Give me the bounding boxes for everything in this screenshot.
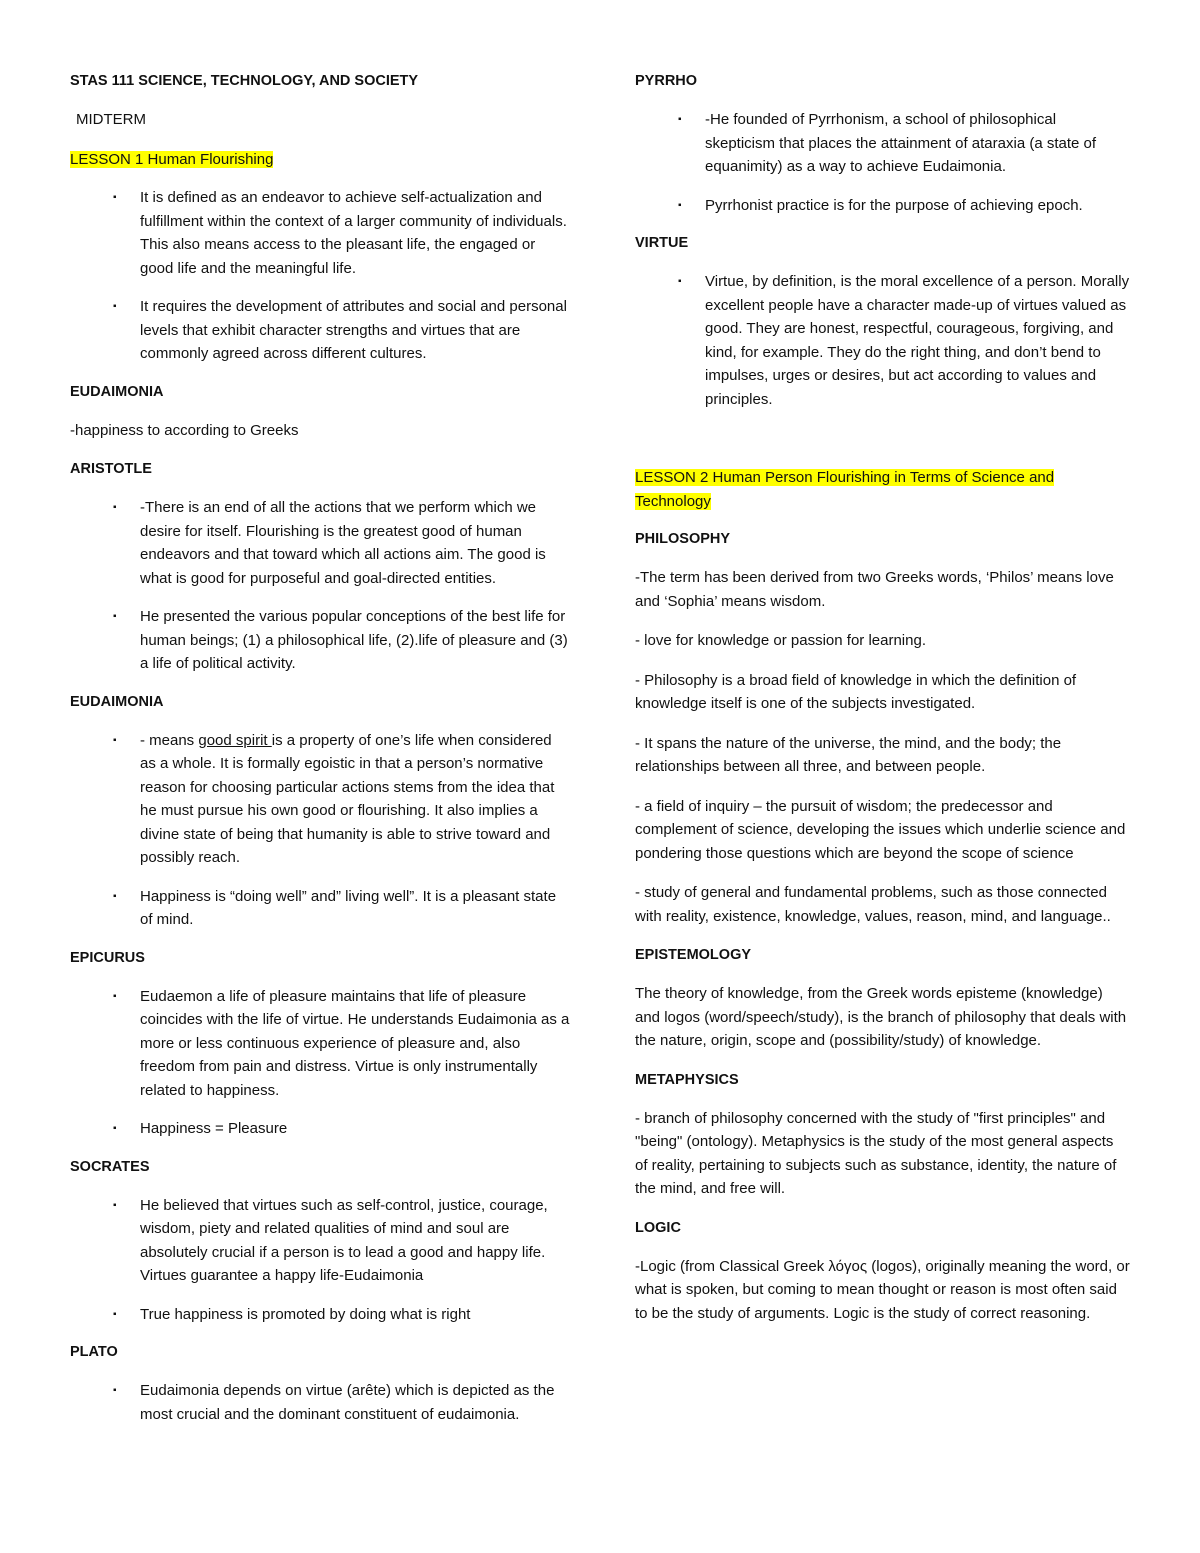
philosophy-paragraph: - study of general and fundamental problems, such as those connected with reality, existence, knowledge, values, reason, mind, and language.. <box>635 884 1111 925</box>
pyrrho-heading: PYRRHO <box>635 73 698 89</box>
bullet-icon: ▪ <box>113 1308 117 1320</box>
list-item: ▪ -He founded of Pyrrhonism, a school of philosophical skepticism that places the attainment of ataraxia (a state of equanimity) as a way to achieve Eudaimonia. <box>635 108 1130 179</box>
lesson1-title: LESSON 1 Human Flourishing <box>70 150 274 168</box>
list-item: ▪ He presented the various popular conceptions of the best life for human beings; (1) a philosophical life, (2).life of pleasure and (3) a life of political activity. <box>70 605 570 676</box>
left-column <box>70 70 570 1441</box>
course-title: STAS 111 SCIENCE, TECHNOLOGY, AND SOCIETY <box>70 73 419 89</box>
epicurus-heading: EPICURUS <box>70 949 145 966</box>
bullet-icon: ▪ <box>113 611 117 622</box>
philosophy-paragraph: - It spans the nature of the universe, the mind, and the body; the relationships between all three, and between people. <box>635 734 1062 775</box>
bullet-icon: ▪ <box>113 1123 117 1134</box>
pyrrho-list <box>635 108 1130 217</box>
philosophy-paragraph: - love for knowledge or passion for learning. <box>635 632 926 649</box>
epistemology-text: The theory of knowledge, from the Greek words episteme (knowledge) and logos (word/speech/study), is the branch of philosophy that deals with the nature, origin, scope and (possibility/study) of knowledge. <box>635 985 1127 1049</box>
midterm-label: MIDTERM <box>76 111 146 128</box>
bullet-icon: ▪ <box>113 1199 117 1211</box>
epistemology-heading: EPISTEMOLOGY <box>635 947 752 963</box>
philosophy-paragraph: -The term has been derived from two Greeks words, ‘Philos’ means love and ‘Sophia’ means wisdom. <box>635 569 1114 610</box>
eudaimonia-definition: -happiness to according to Greeks <box>70 421 299 439</box>
plato-heading: PLATO <box>70 1344 118 1360</box>
eudaimonia-heading: EUDAIMONIA <box>70 383 164 400</box>
plato-list <box>70 1379 570 1426</box>
bullet-icon: ▪ <box>113 192 117 203</box>
bullet-icon: ▪ <box>113 890 117 902</box>
metaphysics-heading: METAPHYSICS <box>635 1071 739 1088</box>
list-item: ▪ - means good spirit is a property of one’s life when considered as a whole. It is formally egoistic in that a person’s normative reason for choosing particular actions stems from the idea that he must pursue his own good or flourishing. It also implies a divine state of being that humanity is able to strive toward and possibly reach. <box>70 729 570 870</box>
eudaimonia-list <box>70 729 570 932</box>
list-item: ▪ Happiness is “doing well” and” living well”. It is a pleasant state of mind. <box>70 885 570 932</box>
aristotle-heading: ARISTOTLE <box>70 461 152 477</box>
metaphysics-text: - branch of philosophy concerned with the study of "first principles" and "being" (ontology). Metaphysics is the study of the most general aspects of reality, pertaining to subjects such as substance, identity, the nature of the mind, and free will. <box>635 1109 1117 1197</box>
virtue-list <box>635 270 1130 411</box>
list-item: ▪ He believed that virtues such as self-control, justice, courage, wisdom, piety and related qualities of mind and soul are absolutely crucial if a person is to lead a good and happy life. Virtues guarantee a happy life-Eudaimonia <box>70 1194 570 1288</box>
bullet-icon: ▪ <box>678 199 682 211</box>
list-item: ▪ Pyrrhonist practice is for the purpose of achieving epoch. <box>635 194 1130 218</box>
bullet-icon: ▪ <box>678 276 682 287</box>
list-item: ▪ It is defined as an endeavor to achieve self-actualization and fulfillment within the context of a larger community of individuals. This also means access to the pleasant life, the engaged or good life and the meaningful life. <box>70 186 570 280</box>
list-item: ▪ It requires the development of attributes and social and personal levels that exhibit character strengths and virtues that are commonly agreed across different cultures. <box>70 295 570 366</box>
underlined-term: good spirit <box>198 731 272 749</box>
epicurus-list <box>70 985 570 1141</box>
philosophy-paragraph: - a field of inquiry – the pursuit of wisdom; the predecessor and complement of science, developing the issues which underlie science and pondering those questions which are beyond the scope of science <box>635 797 1126 862</box>
lesson2-title: LESSON 2 Human Person Flourishing in Terms of Science and Technology <box>635 469 1055 510</box>
bullet-icon: ▪ <box>678 114 682 125</box>
bullet-icon: ▪ <box>113 1385 117 1396</box>
bullet-icon: ▪ <box>113 301 117 312</box>
list-item: ▪ Eudaemon a life of pleasure maintains that life of pleasure coincides with the life of virtue. He understands Eudaimonia as a more or less continuous experience of pleasure and, also freedom from pain and distress. Virtue is only instrumentally related to happiness. <box>70 985 570 1103</box>
socrates-heading: SOCRATES <box>70 1158 150 1175</box>
logic-text: -Logic (from Classical Greek λόγος (logos), originally meaning the word, or what is spoken, but coming to mean thought or reason is most often said to be the study of arguments. Logic is the study of correct reasoning. <box>635 1257 1130 1322</box>
list-item: ▪ Happiness = Pleasure <box>70 1117 570 1141</box>
list-item: ▪ -There is an end of all the actions that we perform which we desire for itself. Flourishing is the greatest good of human endeavors and that toward which all actions aim. The good is what is good for purposeful and goal-directed entities. <box>70 496 570 590</box>
socrates-list <box>70 1194 570 1327</box>
list-item: ▪ Eudaimonia depends on virtue (arête) which is depicted as the most crucial and the dominant constituent of eudaimonia. <box>70 1379 570 1426</box>
right-column <box>635 70 1130 1341</box>
philosophy-paragraph: - Philosophy is a broad field of knowledge in which the definition of knowledge itself is one of the subjects investigated. <box>635 671 1077 712</box>
lesson1-list <box>70 186 570 366</box>
eudaimonia-heading-2: EUDAIMONIA <box>70 693 164 710</box>
bullet-icon: ▪ <box>113 502 117 513</box>
bullet-icon: ▪ <box>113 734 117 746</box>
list-item: ▪ Virtue, by definition, is the moral excellence of a person. Morally excellent people have a character made-up of virtues valued as good. They are honest, respectful, courageous, forgiving, and kind, for example. They do the right thing, and don’t bend to impulses, urges or desires, but act according to values and principles. <box>635 270 1130 411</box>
aristotle-list <box>70 496 570 676</box>
philosophy-heading: PHILOSOPHY <box>635 531 731 547</box>
list-item: ▪ True happiness is promoted by doing what is right <box>70 1303 570 1327</box>
bullet-icon: ▪ <box>113 990 117 1002</box>
virtue-heading: VIRTUE <box>635 235 689 251</box>
logic-heading: LOGIC <box>635 1219 681 1236</box>
